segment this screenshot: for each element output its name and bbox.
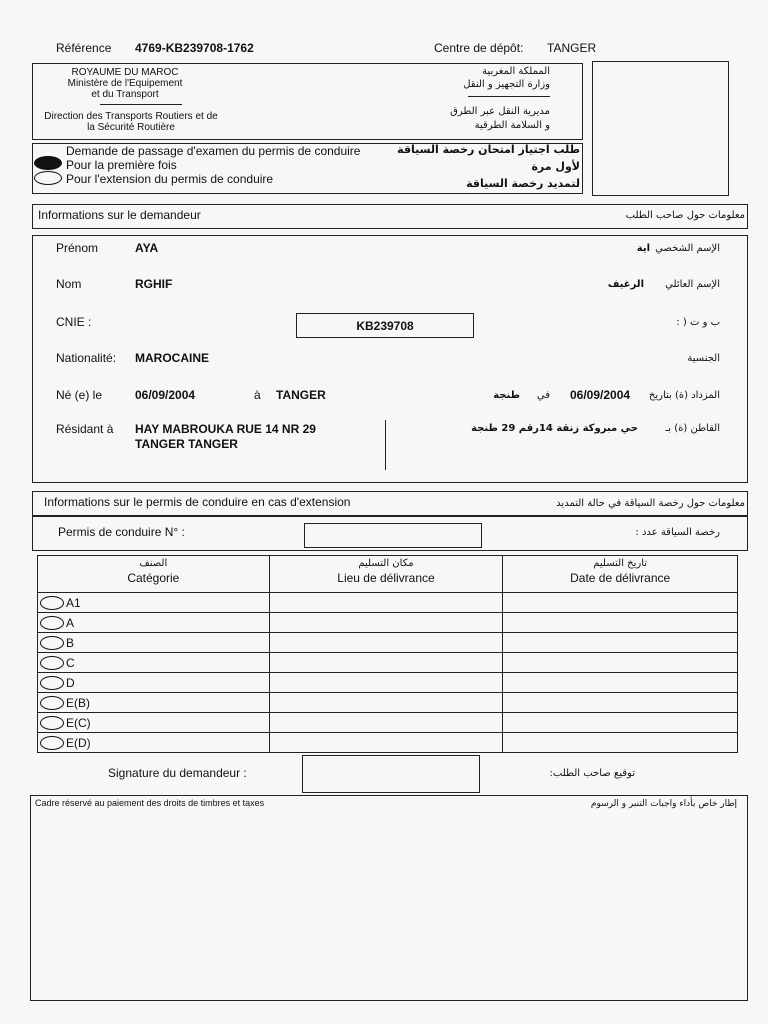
residence-label-ar: القاطن (ة) بـ	[665, 423, 720, 434]
reference-value: 4769-KB239708-1762	[135, 41, 254, 55]
table-row	[38, 593, 738, 613]
category-header: الصنف Catégorie	[38, 556, 270, 593]
direction-label-2: la Sécurité Routière	[87, 122, 175, 133]
extension-radio[interactable]	[34, 171, 62, 185]
birth-at-label: à	[254, 388, 261, 402]
nationality-value: MAROCAINE	[135, 351, 209, 365]
first-time-radio[interactable]	[34, 156, 62, 170]
table-row	[38, 633, 738, 653]
category-c[interactable]: C	[38, 653, 270, 673]
payment-box	[30, 795, 748, 1001]
permit-number-label-ar: رخصة السياقة عدد :	[635, 527, 720, 538]
table-row	[38, 613, 738, 633]
signature-field[interactable]	[302, 755, 480, 793]
ministry-label-ar: وزارة التجهيز و النقل	[463, 79, 550, 90]
categories-table	[37, 555, 738, 753]
applicant-section-title: Informations sur le demandeur	[38, 208, 201, 222]
extension-section-title-ar: معلومات حول رخصة السياقة في حالة التمديد	[556, 498, 745, 509]
category-radio[interactable]	[40, 696, 64, 710]
category-ec[interactable]: E(C)	[38, 713, 270, 733]
direction-label: Direction des Transports Routiers et de	[44, 111, 218, 122]
prenom-label-ar: الإسم الشخصي	[655, 243, 720, 254]
depot-value: TANGER	[547, 41, 597, 55]
place-cell[interactable]	[269, 693, 503, 713]
permit-number-label: Permis de conduire N° :	[58, 525, 185, 539]
authority-divider	[100, 104, 182, 105]
nom-label-ar: الإسم العائلي	[665, 279, 720, 290]
authority-divider-ar	[468, 96, 550, 97]
category-radio[interactable]	[40, 716, 64, 730]
birth-label-ar: المزداد (ة) بتاريخ	[648, 390, 720, 401]
cnie-value: KB239708	[356, 319, 414, 333]
place-cell[interactable]	[269, 733, 503, 753]
date-header: تاريخ التسليم Date de délivrance	[503, 556, 738, 593]
extension-label-ar: لتمديد رخصة السياقة	[466, 177, 580, 190]
table-row	[38, 673, 738, 693]
place-cell[interactable]	[269, 713, 503, 733]
nationality-label: Nationalité:	[56, 351, 117, 365]
first-time-label-ar: لأول مرة	[531, 160, 580, 173]
place-cell[interactable]	[269, 633, 503, 653]
ministry-label-2: et du Transport	[91, 89, 159, 100]
birth-date-ar: 06/09/2004	[570, 388, 631, 402]
category-radio[interactable]	[40, 676, 64, 690]
cnie-label-ar: ب و ت ( :	[676, 317, 720, 328]
cnie-field[interactable]	[296, 313, 474, 338]
photo-box	[592, 61, 729, 196]
date-cell[interactable]	[503, 593, 738, 613]
kingdom-label-ar: المملكة المغربية	[482, 66, 550, 77]
birth-label: Né (e) le	[56, 388, 103, 402]
category-a[interactable]: A	[38, 613, 270, 633]
date-cell[interactable]	[503, 613, 738, 633]
category-radio[interactable]	[40, 596, 64, 610]
extension-section-title: Informations sur le permis de conduire en cas d'extension	[44, 495, 351, 509]
direction-label-ar-2: و السلامة الطرقية	[474, 120, 550, 131]
reference-label: Référence	[56, 41, 112, 55]
payment-label: Cadre réservé au paiement des droits de timbres et taxes	[35, 798, 265, 808]
applicant-section-title-ar: معلومات حول صاحب الطلب	[625, 210, 745, 221]
residence-line-2: TANGER TANGER	[135, 437, 238, 451]
category-radio[interactable]	[40, 636, 64, 650]
place-cell[interactable]	[269, 653, 503, 673]
birth-date: 06/09/2004	[135, 388, 196, 402]
residence-label: Résidant à	[56, 422, 114, 436]
kingdom-label: ROYAUME DU MAROC	[71, 67, 179, 78]
table-row	[38, 653, 738, 673]
nom-value: RGHIF	[135, 277, 173, 291]
place-cell[interactable]	[269, 613, 503, 633]
place-header: مكان التسليم Lieu de délivrance	[269, 556, 503, 593]
first-time-label: Pour la première fois	[66, 158, 177, 172]
ministry-label: Ministère de l'Equipement	[67, 78, 183, 89]
extension-label: Pour l'extension du permis de conduire	[66, 172, 274, 186]
category-ed[interactable]: E(D)	[38, 733, 270, 753]
category-radio[interactable]	[40, 616, 64, 630]
request-title-ar: طلب اجتياز امتحان رخصة السياقة	[397, 143, 580, 156]
residence-divider	[385, 420, 386, 470]
residence-line-1: HAY MABROUKA RUE 14 NR 29	[135, 422, 316, 436]
category-d[interactable]: D	[38, 673, 270, 693]
place-cell[interactable]	[269, 673, 503, 693]
date-cell[interactable]	[503, 693, 738, 713]
date-cell[interactable]	[503, 633, 738, 653]
category-eb[interactable]: E(B)	[38, 693, 270, 713]
prenom-value-ar: اية	[636, 243, 650, 254]
date-cell[interactable]	[503, 733, 738, 753]
prenom-label: Prénom	[56, 241, 99, 255]
nationality-label-ar: الجنسية	[687, 353, 720, 364]
category-radio[interactable]	[40, 736, 64, 750]
table-row	[38, 733, 738, 753]
birth-place: TANGER	[276, 388, 326, 402]
cnie-label: CNIE :	[56, 315, 92, 329]
table-row	[38, 693, 738, 713]
category-b[interactable]: B	[38, 633, 270, 653]
date-cell[interactable]	[503, 673, 738, 693]
signature-label-ar: توقيع صاحب الطلب:	[549, 768, 635, 779]
table-row	[38, 713, 738, 733]
date-cell[interactable]	[503, 653, 738, 673]
category-a1[interactable]: A1	[38, 593, 270, 613]
direction-label-ar: مديرية النقل عبر الطرق	[450, 106, 550, 117]
depot-label: Centre de dépôt:	[434, 41, 524, 55]
date-cell[interactable]	[503, 713, 738, 733]
category-radio[interactable]	[40, 656, 64, 670]
residence-value-ar: حي مبروكة زنقة 14رقم 29 طنجة	[471, 423, 638, 434]
birth-in-ar: في	[536, 390, 550, 401]
place-cell[interactable]	[269, 593, 503, 613]
request-title: Demande de passage d'examen du permis de conduire	[66, 144, 361, 158]
nom-label: Nom	[56, 277, 82, 291]
signature-label: Signature du demandeur :	[108, 766, 247, 780]
prenom-value: AYA	[135, 241, 159, 255]
permit-number-field[interactable]	[304, 523, 482, 548]
birth-place-ar: طنجة	[493, 390, 520, 401]
nom-value-ar: الرغيف	[607, 279, 644, 290]
payment-label-ar: إطار خاص بأداء واجبات التنبر و الرسوم	[590, 799, 737, 809]
